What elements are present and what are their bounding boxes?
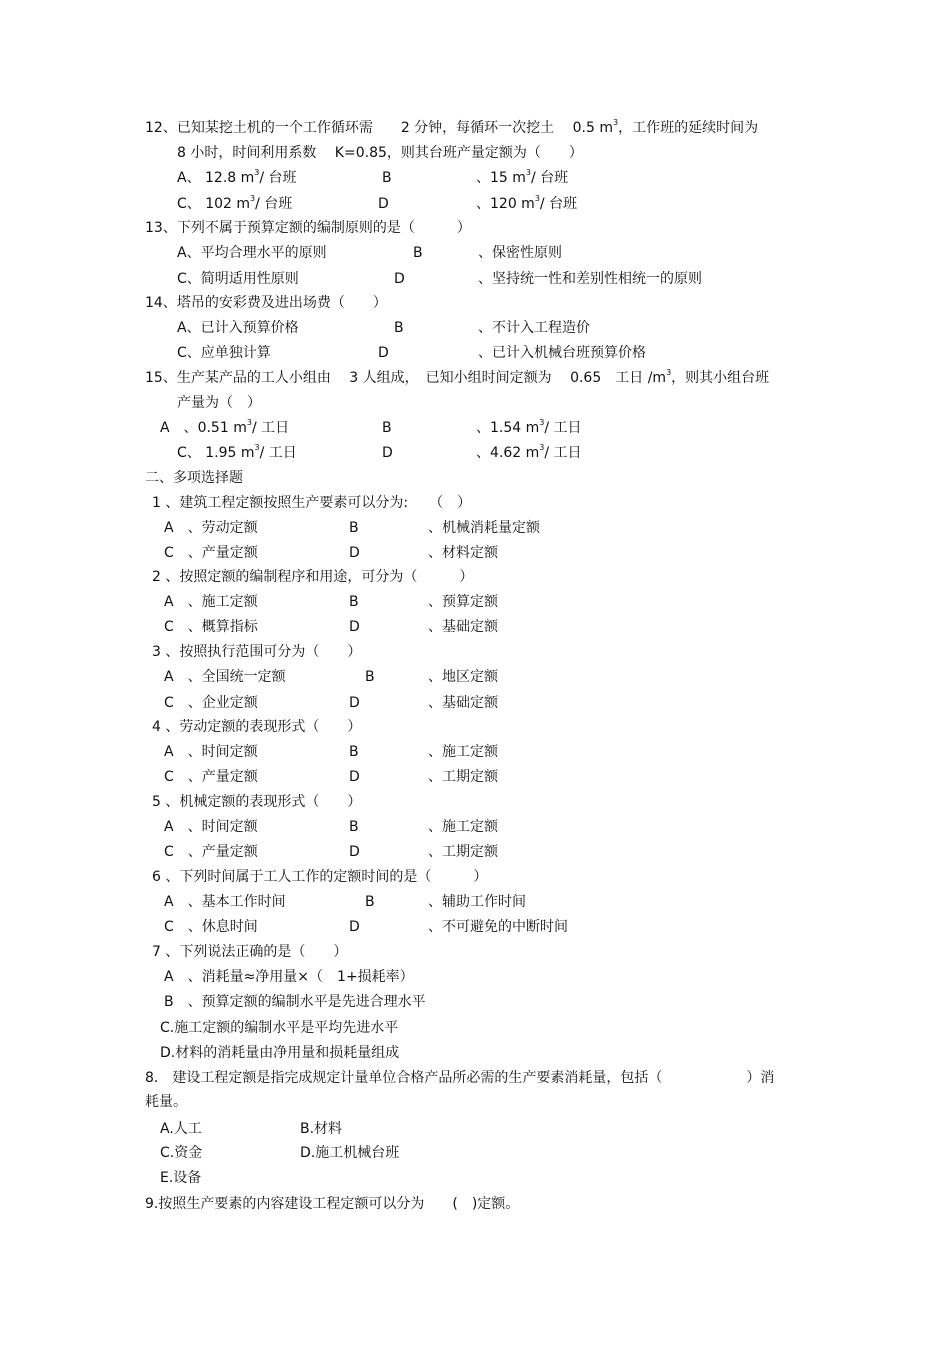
m3-option-a: A 、全国统一定额 bbox=[164, 669, 286, 685]
q15-option-a-unit: / 工日 bbox=[251, 420, 290, 436]
q12-option-c-sup: 3 bbox=[250, 194, 256, 203]
q15-stem-line2: 产量为（ ） bbox=[177, 395, 261, 411]
m5-option-b-letter: B bbox=[349, 819, 359, 835]
m8-option-a: A.人工 bbox=[160, 1121, 202, 1137]
q15-option-b-letter: B bbox=[382, 420, 392, 436]
m4-option-b-letter: B bbox=[349, 744, 359, 760]
m5-option-a: A 、时间定额 bbox=[164, 819, 258, 835]
m2-option-a: A 、施工定额 bbox=[164, 594, 258, 610]
m6-option-d: 、不可避免的中断时间 bbox=[428, 919, 568, 935]
m5-option-c: C 、产量定额 bbox=[164, 844, 258, 860]
m3-option-c: C 、企业定额 bbox=[164, 695, 258, 711]
q15-option-b bbox=[476, 419, 582, 437]
q15-option-a-text: A 、0.51 m bbox=[160, 420, 247, 436]
m1-option-b: 、机械消耗量定额 bbox=[428, 520, 540, 536]
q15-option-c-text: C、 1.95 m bbox=[177, 445, 255, 461]
m3-option-b-letter: B bbox=[365, 669, 375, 685]
m6-option-a: A 、基本工作时间 bbox=[164, 894, 286, 910]
q15-option-b-text: 、1.54 m bbox=[476, 420, 540, 436]
m1-option-a: A 、劳动定额 bbox=[164, 520, 258, 536]
m2-stem: 2 、按照定额的编制程序和用途，可分为（ ） bbox=[152, 569, 474, 585]
m2-option-d-letter: D bbox=[349, 619, 360, 635]
m3-option-d: 、基础定额 bbox=[428, 695, 498, 711]
q12-option-d-unit: / 台班 bbox=[539, 196, 578, 212]
q15-stem-tail: ，则其小组台班 bbox=[671, 370, 770, 386]
section-heading: 二、多项选择题 bbox=[145, 470, 243, 486]
m2-option-b: 、预算定额 bbox=[428, 594, 498, 610]
m1-option-c: C 、产量定额 bbox=[164, 545, 258, 561]
m1-option-d: 、材料定额 bbox=[428, 545, 498, 561]
m5-stem: 5 、机械定额的表现形式（ ） bbox=[152, 794, 362, 810]
m6-option-b: 、辅助工作时间 bbox=[428, 894, 526, 910]
m6-stem: 6 、下列时间属于工人工作的定额时间的是（ ） bbox=[152, 869, 488, 885]
q12-option-b-sup: 3 bbox=[525, 168, 531, 177]
m3-stem: 3 、按照执行范围可分为（ ） bbox=[152, 644, 362, 660]
q12-stem-tail: ，工作班的延续时间为 bbox=[618, 120, 759, 136]
q12-option-a bbox=[177, 169, 297, 187]
m4-option-c: C 、产量定额 bbox=[164, 769, 258, 785]
q14-option-b-letter: B bbox=[394, 320, 404, 336]
q12-option-b-letter: B bbox=[382, 170, 392, 186]
q15-option-a-sup: 3 bbox=[246, 418, 252, 427]
m2-option-c: C 、概算指标 bbox=[164, 619, 258, 635]
q15-option-d-sup: 3 bbox=[539, 443, 545, 452]
m2-option-d: 、基础定额 bbox=[428, 619, 498, 635]
q15-option-d bbox=[476, 444, 582, 462]
m4-stem: 4 、劳动定额的表现形式（ ） bbox=[152, 719, 362, 735]
q12-stem-line2: 8 小时，时间利用系数 K=0.85，则其台班产量定额为（ ） bbox=[177, 145, 583, 161]
q13-option-b-letter: B bbox=[413, 245, 423, 261]
m4-option-b: 、施工定额 bbox=[428, 744, 498, 760]
m7-option-c: C.施工定额的编制水平是平均先进水平 bbox=[160, 1020, 399, 1036]
m7-stem: 7 、下列说法正确的是（ ） bbox=[152, 944, 348, 960]
m9-stem: 9.按照生产要素的内容建设工程定额可以分为 ( )定额。 bbox=[145, 1196, 520, 1212]
m3-option-b: 、地区定额 bbox=[428, 669, 498, 685]
m1-stem: 1 、建筑工程定额按照生产要素可以分为: （ ） bbox=[152, 495, 472, 511]
m4-option-a: A 、时间定额 bbox=[164, 744, 258, 760]
q12-option-b-text: 、15 m bbox=[476, 170, 526, 186]
q14-option-c: C、应单独计算 bbox=[177, 345, 271, 361]
q13-option-d-letter: D bbox=[394, 271, 405, 287]
m6-option-c: C 、休息时间 bbox=[164, 919, 258, 935]
m5-option-d-letter: D bbox=[349, 844, 360, 860]
q15-stem-text: 15、生产某产品的工人小组由 3 人组成， 已知小组时间定额为 0.65 工日 /m bbox=[145, 370, 667, 386]
q12-option-c bbox=[177, 195, 292, 213]
q14-option-b: 、不计入工程造价 bbox=[478, 320, 590, 336]
q14-option-d: 、已计入机械台班预算价格 bbox=[478, 345, 646, 361]
m7-option-b: B 、预算定额的编制水平是先进合理水平 bbox=[164, 994, 426, 1010]
m8-option-e: E.设备 bbox=[160, 1170, 202, 1186]
m6-option-d-letter: D bbox=[349, 919, 360, 935]
q15-option-d-text: 、4.62 m bbox=[476, 445, 540, 461]
q15-stem-sup: 3 bbox=[666, 368, 672, 377]
q12-option-b-unit: / 台班 bbox=[531, 170, 569, 186]
q12-option-d-text: 、120 m bbox=[476, 196, 535, 212]
m5-option-b: 、施工定额 bbox=[428, 819, 498, 835]
q12-stem-text: 12、已知某挖土机的一个工作循环需 2 分钟，每循环一次挖土 0.5 m bbox=[145, 120, 613, 136]
m5-option-d: 、工期定额 bbox=[428, 844, 498, 860]
q12-stem-sup: 3 bbox=[612, 118, 619, 127]
q12-option-a-unit: / 台班 bbox=[259, 170, 297, 186]
m4-option-d: 、工期定额 bbox=[428, 769, 498, 785]
q13-option-d: 、坚持统一性和差别性相统一的原则 bbox=[478, 271, 702, 287]
q14-option-a: A、已计入预算价格 bbox=[177, 320, 299, 336]
m1-option-d-letter: D bbox=[349, 545, 360, 561]
m7-option-d: D.材料的消耗量由净用量和损耗量组成 bbox=[160, 1045, 400, 1061]
q15-stem bbox=[145, 369, 769, 387]
q15-option-c-unit: / 工日 bbox=[259, 445, 297, 461]
q13-option-c: C、简明适用性原则 bbox=[177, 271, 299, 287]
q12-option-d bbox=[476, 195, 577, 213]
q12-option-d-sup: 3 bbox=[534, 194, 540, 203]
q15-option-a bbox=[160, 419, 289, 437]
q13-option-b: 、保密性原则 bbox=[478, 245, 562, 261]
q13-option-a: A、平均合理水平的原则 bbox=[177, 245, 327, 261]
q13-stem: 13、下列不属于预算定额的编制原则的是（ ） bbox=[145, 220, 471, 236]
m8-option-b: B.材料 bbox=[300, 1121, 343, 1137]
m2-option-b-letter: B bbox=[349, 594, 359, 610]
q14-stem: 14、塔吊的安彩费及进出场费（ ） bbox=[145, 295, 387, 311]
q15-option-c-sup: 3 bbox=[254, 443, 260, 452]
m4-option-d-letter: D bbox=[349, 769, 360, 785]
q12-option-b bbox=[476, 169, 568, 187]
q12-stem bbox=[145, 119, 758, 137]
m1-option-b-letter: B bbox=[349, 520, 359, 536]
m6-option-b-letter: B bbox=[365, 894, 375, 910]
q12-option-d-letter: D bbox=[378, 196, 389, 212]
m8-stem-line2: 耗量。 bbox=[145, 1094, 187, 1110]
q12-option-a-sup: 3 bbox=[254, 168, 260, 177]
m3-option-d-letter: D bbox=[349, 695, 360, 711]
q15-option-d-letter: D bbox=[382, 445, 393, 461]
q12-option-a-text: A、 12.8 m bbox=[177, 170, 255, 186]
q15-option-d-unit: / 工日 bbox=[544, 445, 582, 461]
m7-option-a: A 、消耗量≈净用量×（ 1+损耗率） bbox=[164, 969, 414, 985]
q12-option-c-unit: / 台班 bbox=[255, 196, 293, 212]
m8-option-c: C.资金 bbox=[160, 1145, 203, 1161]
q12-option-c-text: C、 102 m bbox=[177, 196, 251, 212]
q15-option-c bbox=[177, 444, 297, 462]
m8-option-d: D.施工机械台班 bbox=[300, 1145, 400, 1161]
q15-option-b-unit: / 工日 bbox=[544, 420, 582, 436]
q14-option-d-letter: D bbox=[378, 345, 389, 361]
m8-stem: 8. 建设工程定额是指完成规定计量单位合格产品所必需的生产要素消耗量，包括（ ）消 bbox=[145, 1070, 775, 1086]
q15-option-b-sup: 3 bbox=[539, 418, 545, 427]
